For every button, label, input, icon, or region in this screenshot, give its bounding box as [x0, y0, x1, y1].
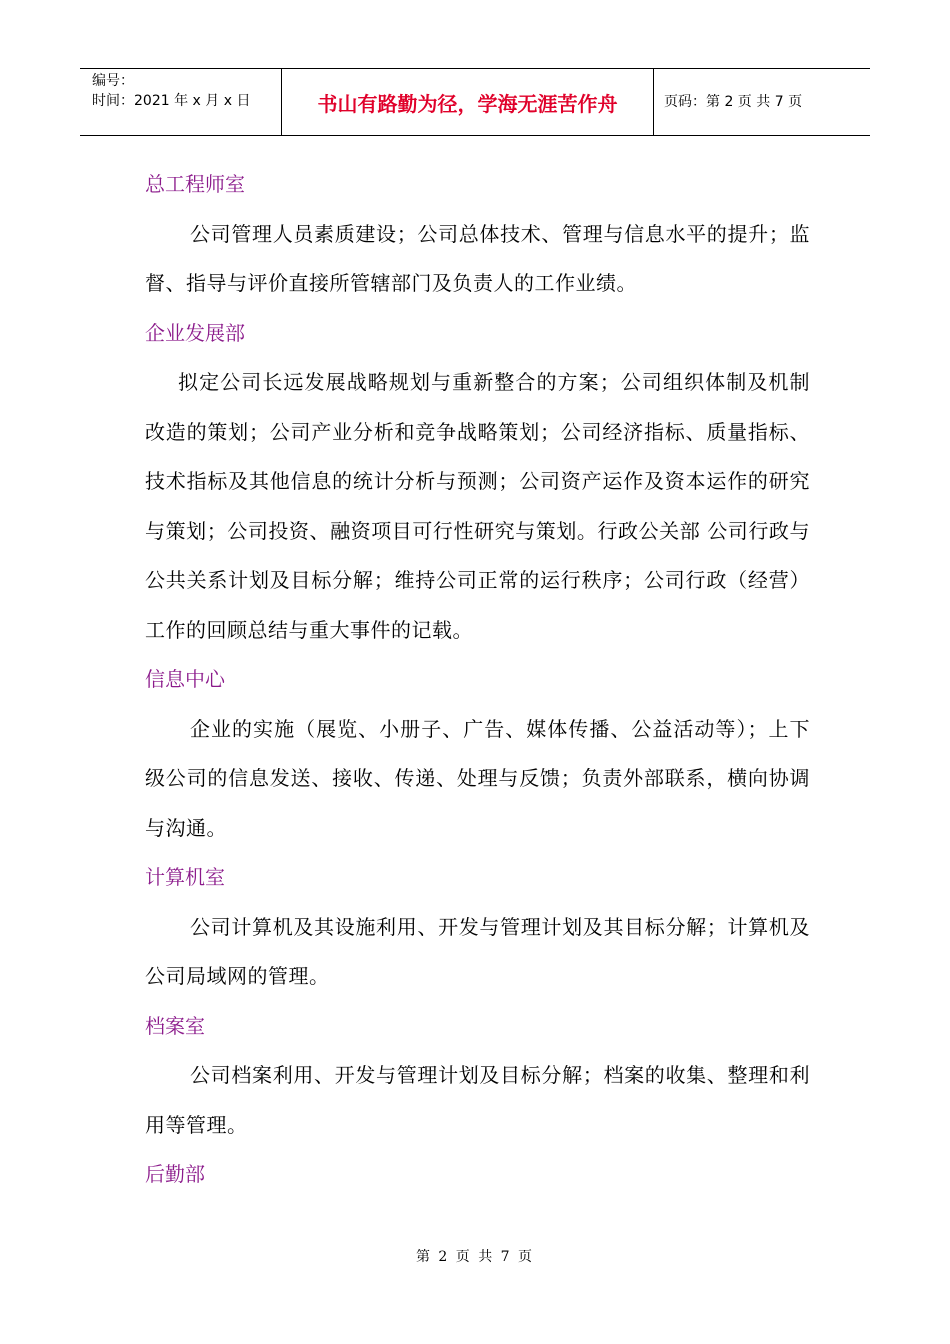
section-heading-development: 企业发展部 — [145, 320, 245, 345]
document-date-label: 时间：2021 年 x 月 x 日 — [92, 93, 251, 109]
page-footer: 第 2 页 共 7 页 — [415, 1249, 535, 1265]
section-heading-computer-room: 计算机室 — [145, 865, 225, 889]
header-motto-cell — [282, 69, 654, 135]
header-page-info: 页码：第 2 页 共 7 页 — [664, 94, 803, 110]
section-heading-info-center: 信息中心 — [145, 667, 225, 691]
section-text-info-center: 企业的实施（展览、小册子、广告、媒体传播、公益活动等）；上下级公司的信息发送、接收、传递、处理与反馈；负责外部联系，横向协调与沟通。 — [145, 716, 810, 840]
header-left-cell — [80, 69, 282, 135]
document-number-label: 编号： — [92, 73, 134, 89]
section-text-archive: 公司档案利用、开发与管理计划及目标分解；档案的收集、整理和利用等管理。 — [145, 1063, 810, 1137]
document-header — [80, 68, 870, 136]
section-text-computer-room: 公司计算机及其设施利用、开发与管理计划及其目标分解；计算机及公司局域网的管理。 — [145, 914, 810, 988]
section-heading-archive: 档案室 — [145, 1013, 205, 1038]
section-heading-chief-engineer: 总工程师室 — [145, 172, 245, 196]
document-body — [145, 160, 810, 1200]
header-page-cell — [654, 69, 870, 135]
section-text-chief-engineer: 公司管理人员素质建设；公司总体技术、管理与信息水平的提升；监督、指导与评价直接所管辖部门及负责人的工作业绩。 — [145, 221, 810, 295]
section-heading-logistics: 后勤部 — [145, 1162, 205, 1186]
header-motto: 书山有路勤为径，学海无涯苦作舟 — [317, 91, 618, 116]
section-text-development: 拟定公司长远发展战略规划与重新整合的方案；公司组织体制及机制改造的策划；公司产业分析和竞争战略策划；公司经济指标、质量指标、技术指标及其他信息的统计分析与预测；公司资产运作及资本运作的研究与策划；公司投资、融资项目可行性研究与策划。行政公关部 公司行政与公共关系计划及目标分解；维持公司正常的运行秩序；公司行政（经营）工作的回顾总结与重大事件的记载。 — [145, 370, 810, 642]
